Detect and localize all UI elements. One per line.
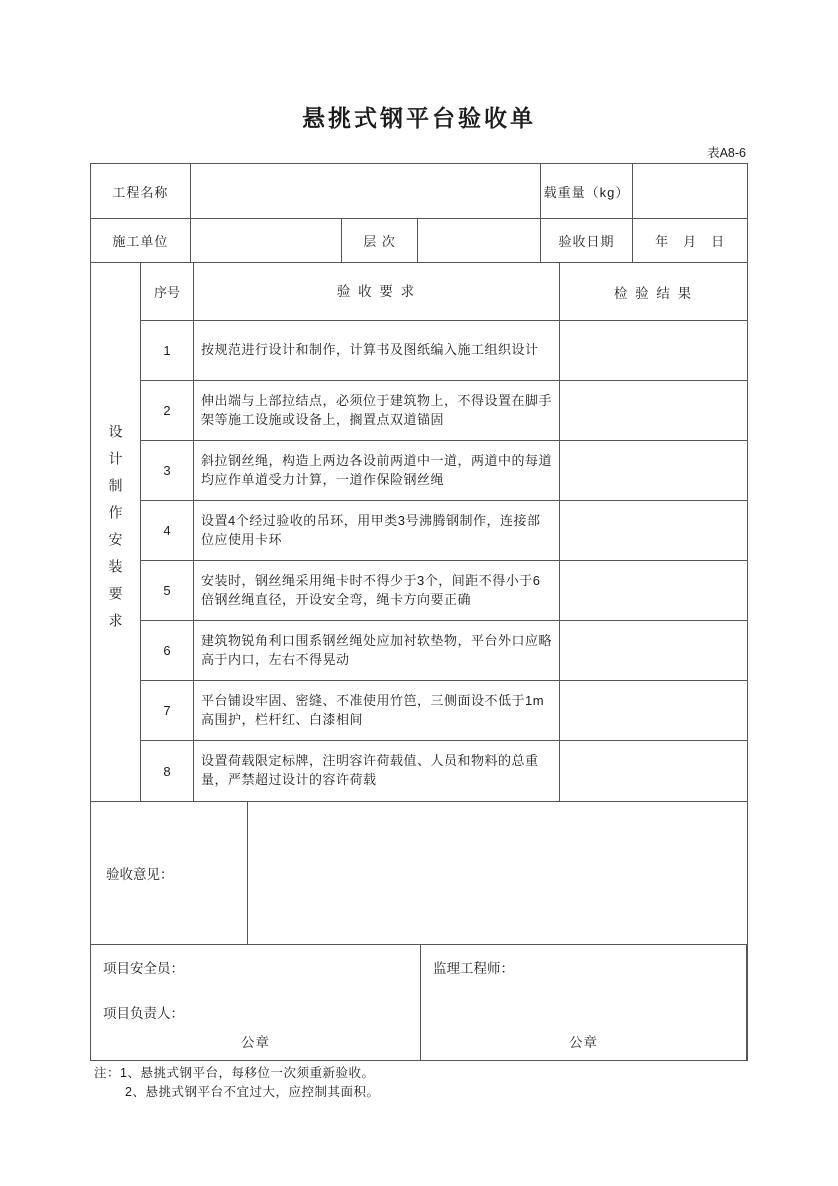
row-result	[560, 741, 747, 801]
acceptance-date-label: 验收日期	[541, 219, 634, 262]
load-capacity-label: 载重量（kg）	[541, 164, 634, 218]
requirement-row-2	[141, 381, 747, 441]
opinion-label: 验收意见：	[91, 802, 248, 944]
supervisor-label: 监理工程师：	[433, 961, 514, 976]
note-line-2	[94, 1083, 379, 1102]
requirement-row-8	[141, 741, 747, 801]
row-result	[560, 501, 747, 560]
note-prefix: 注：	[94, 1066, 121, 1080]
side-label: 设计制作安装要求	[107, 424, 124, 640]
row-requirement: 斜拉钢丝绳，构造上两边各设前两道中一道，两道中的每道均应作单道受力计算，一道作保险钢丝绳	[194, 441, 560, 500]
row-requirement: 平台铺设牢固、密缝、不准使用竹笆，三侧面设不低于1m高围护，栏杆红、白漆相间	[194, 681, 560, 740]
row-no: 5	[141, 561, 194, 620]
requirement-row-6	[141, 621, 747, 681]
side-label-cell	[91, 263, 141, 801]
form-table	[90, 163, 748, 1061]
row-no: 2	[141, 381, 194, 440]
seal-label-left: 公章	[241, 1035, 270, 1050]
requirements-block	[91, 263, 747, 802]
row-no: 6	[141, 621, 194, 680]
info-row-unit	[91, 219, 747, 263]
opinion-row	[91, 802, 747, 945]
col-header-no: 序号	[141, 263, 194, 320]
construction-unit-value	[191, 219, 343, 262]
row-no: 3	[141, 441, 194, 500]
note-line-1	[94, 1064, 379, 1083]
safety-officer-label: 项目安全员：	[103, 961, 184, 976]
signature-row	[91, 945, 747, 1060]
seal-label-right: 公章	[569, 1035, 598, 1050]
requirement-row-5	[141, 561, 747, 621]
signature-cell-contractor	[91, 945, 421, 1060]
row-result	[560, 441, 747, 500]
project-leader-label: 项目负责人：	[103, 1006, 184, 1021]
note-item-2: 2、悬挑式钢平台不宜过大，应控制其面积。	[125, 1084, 380, 1099]
page-title: 悬挑式钢平台验收单	[302, 105, 536, 131]
row-requirement: 设置荷载限定标牌，注明容许荷载值、人员和物料的总重量，严禁超过设计的容许荷载	[194, 741, 560, 801]
level-value	[418, 219, 541, 262]
info-row-project	[91, 164, 747, 219]
row-no: 1	[141, 321, 194, 380]
row-result	[560, 381, 747, 440]
row-requirement: 安装时，钢丝绳采用绳卡时不得少于3个，间距不得小于6倍钢丝绳直径，开设安全弯，绳卡方向要正确	[194, 561, 560, 620]
requirement-row-3	[141, 441, 747, 501]
row-requirement: 建筑物锐角利口围系钢丝绳处应加衬软垫物，平台外口应略高于内口，左右不得晃动	[194, 621, 560, 680]
construction-unit-label: 施工单位	[91, 219, 191, 262]
row-no: 4	[141, 501, 194, 560]
requirements-header-row	[141, 263, 747, 321]
row-requirement: 伸出端与上部拉结点，必须位于建筑物上，不得设置在脚手架等施工设施或设备上，搁置点双道锚固	[194, 381, 560, 440]
opinion-value	[248, 802, 747, 944]
row-requirement: 设置4个经过验收的吊环，用甲类3号沸腾钢制作，连接部位应使用卡环	[194, 501, 560, 560]
requirement-row-4	[141, 501, 747, 561]
row-no: 8	[141, 741, 194, 801]
row-result	[560, 321, 747, 380]
form-code: 表A8-6	[707, 146, 746, 160]
row-requirement: 按规范进行设计和制作，计算书及图纸编入施工组织设计	[194, 321, 560, 380]
col-header-result: 检 验 结 果	[613, 285, 694, 301]
col-header-requirement: 验 收 要 求	[194, 263, 560, 320]
row-result	[560, 681, 747, 740]
level-label: 层 次	[342, 219, 418, 262]
project-name-label: 工程名称	[91, 164, 191, 218]
notes	[94, 1064, 379, 1102]
load-capacity-value	[633, 164, 747, 218]
note-item-1: 1、悬挑式钢平台，每移位一次须重新验收。	[120, 1066, 375, 1080]
acceptance-date-value: 年 月 日	[655, 234, 726, 249]
signature-cell-supervisor	[421, 945, 747, 1060]
row-result	[560, 621, 747, 680]
requirement-row-1	[141, 321, 747, 381]
row-no: 7	[141, 681, 194, 740]
row-result	[560, 561, 747, 620]
requirement-row-7	[141, 681, 747, 741]
project-name-value	[191, 164, 541, 218]
